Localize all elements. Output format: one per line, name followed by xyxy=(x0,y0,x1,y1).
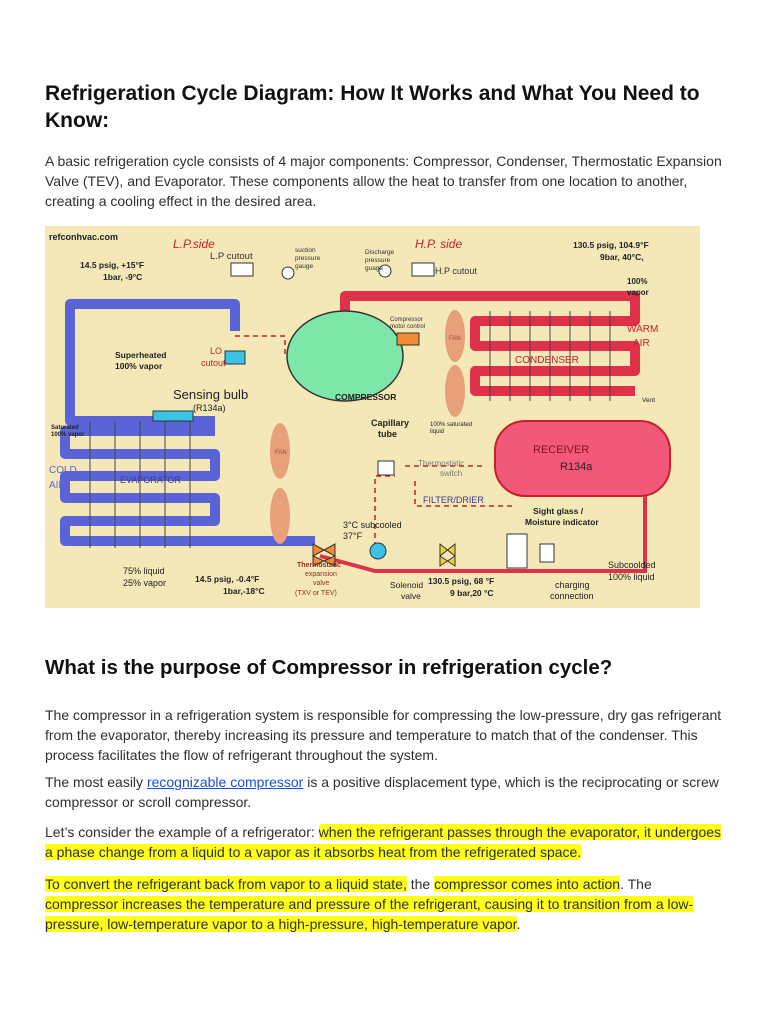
p4-highlight-1: To convert the refrigerant back from vapor to a liquid state, xyxy=(45,876,407,892)
p2-text-after: is a positive displacement type, which is the reciprocating or screw compressor or scroll compressor. xyxy=(45,774,719,810)
compressor-types-paragraph xyxy=(45,772,725,812)
motor-control-line2: motor control xyxy=(390,324,426,330)
suction-gauge-icon xyxy=(282,267,294,279)
sensing-bulb-label: Sensing bulb xyxy=(173,387,249,402)
lp-state-line1: 14.5 psig, +15°F xyxy=(80,260,145,270)
p4-text-2: . The xyxy=(620,876,652,892)
discharge-gauge-line3: guage xyxy=(365,265,384,272)
sight-glass-box xyxy=(540,544,554,562)
saturated-line1: Saturated xyxy=(51,425,79,431)
warm-air-line1: WARM xyxy=(627,324,659,335)
p4-highlight-3: compressor increases the temperature and pressure of the refrigerant, causing it to transition from a low-pressure, low-temperature vapor to a high-pressure, high-temperature vapor xyxy=(45,896,694,932)
hp-state-line2: 9bar, 40°C, xyxy=(600,252,644,262)
hp-cutout-label: H.P cutout xyxy=(435,266,477,276)
motor-control-line1: Compressor xyxy=(390,317,423,323)
txv-line3: valve xyxy=(313,580,330,587)
thermostatic-switch-line2: switch xyxy=(440,469,463,478)
superheated-line1: Superheated xyxy=(115,350,167,360)
sight-glass-line2: Moisture indicator xyxy=(525,517,599,527)
suction-gauge-line3: gauge xyxy=(295,263,314,270)
evap-mix-line2: 25% vapor xyxy=(123,578,167,588)
cold-air-line1: COLD xyxy=(49,465,77,476)
warm-air-line2: AIR xyxy=(633,338,650,349)
evaporator-fan xyxy=(270,423,290,544)
receiver-tank xyxy=(495,421,670,496)
lo-cutout-line1: LO xyxy=(210,346,223,356)
motor-control-box xyxy=(397,333,419,345)
vent-label: Vent xyxy=(642,397,656,404)
subcooled-line1: 3°C subcooled xyxy=(343,520,402,530)
sat-liquid-line2: liquid xyxy=(430,429,445,435)
superheated-line2: 100% vapor xyxy=(115,361,163,371)
lp-state-line2: 1bar, -9°C xyxy=(103,272,143,282)
evap-state-line2: 1bar,-18°C xyxy=(223,586,265,596)
section-heading: What is the purpose of Compressor in refrigeration cycle? xyxy=(45,656,613,679)
thermostatic-switch-line1: Thermostatic xyxy=(418,459,465,468)
solenoid-line2: valve xyxy=(401,591,421,601)
lo-cutout-line2: cutout xyxy=(201,358,226,368)
lo-cutout-box xyxy=(225,351,245,364)
compressor-label: COMPRESSOR xyxy=(335,392,397,402)
compressor-paragraph: The compressor in a refrigeration system is responsible for compressing the low-pressure, dry gas refrigerant from the evaporator, thereby increasing its pressure and temperature to match that of the condenser. This process facilitates the flow of refrigerant throughout the system. xyxy=(45,707,722,763)
filter-drier-label: FILTER/DRIER xyxy=(423,495,484,505)
p3-highlight: when the refrigerant passes through the evaporator, it undergoes a phase change from a liquid to a vapor as it absorbs heat from the refrigerated space. xyxy=(45,824,722,860)
capillary-line1: Capillary xyxy=(371,418,410,428)
charging-line2: connection xyxy=(550,591,594,601)
subcooled-line2: 37°F xyxy=(343,531,363,541)
txv-line1: Thermostatic xyxy=(297,562,341,569)
lp-cutout-box xyxy=(231,263,253,276)
solenoid-valve xyxy=(370,543,386,559)
evap-state-line1: 14.5 psig, -0.4°F xyxy=(195,574,260,584)
p4-highlight-2: compressor comes into action xyxy=(434,876,621,892)
capillary-line2: tube xyxy=(378,429,397,439)
subcooled-liq-line1: Subcoolded xyxy=(608,560,656,570)
cold-air-line2: AIR xyxy=(49,480,66,491)
liquid-line xyxy=(320,496,645,571)
recognizable-compressor-link[interactable]: recognizable compressor xyxy=(146,774,304,790)
suction-gauge-line1: suction xyxy=(295,247,316,254)
charging-line1: charging xyxy=(555,580,590,590)
solenoid-line1: Solenoid xyxy=(390,580,424,590)
hp-cutout-box xyxy=(412,263,434,276)
refrigeration-cycle-diagram xyxy=(45,226,700,608)
saturated-line2: 100% vapor xyxy=(51,432,85,438)
filter-drier-box xyxy=(507,534,527,568)
sensing-bulb-ref: (R134a) xyxy=(193,403,226,413)
fan-left-label: FAN xyxy=(275,450,287,456)
suction-gauge-line2: pressure xyxy=(295,255,321,262)
evap-mix-line1: 75% liquid xyxy=(123,566,165,576)
refrigerator-example-paragraph xyxy=(45,822,725,862)
compressor-body xyxy=(287,311,403,401)
lp-cutout-label: L.P cutout xyxy=(210,251,253,262)
sight-glass-line1: Sight glass / xyxy=(533,506,584,516)
liquid-state-line2: 9 bar,20 °C xyxy=(450,588,494,598)
p2-text-before: The most easily xyxy=(45,774,147,790)
charging-valve xyxy=(440,544,455,566)
subcooled-liq-line2: 100% liquid xyxy=(608,572,655,582)
page-title: Refrigeration Cycle Diagram: How It Works and What You Need to Know: xyxy=(45,82,700,132)
thermostatic-switch-box xyxy=(378,461,394,475)
hp-state-line1: 130.5 psig, 104.9°F xyxy=(573,240,649,250)
sat-liquid-line1: 100% saturated xyxy=(430,422,473,428)
diagram-svg xyxy=(45,226,700,608)
intro-paragraph: A basic refrigeration cycle consists of 4 major components: Compressor, Condenser, Thermostatic Expansion Valve (TEV), and Evaporator. These components allow the heat to transfer from one location to another, creating a cooling effect in the desired area. xyxy=(45,153,722,209)
compressor-action-paragraph xyxy=(45,874,725,934)
fan-right-label: FAN xyxy=(449,336,461,342)
p4-text-end: . xyxy=(516,916,521,932)
site-label: refconhvac.com xyxy=(49,232,119,242)
condenser-fan xyxy=(445,310,465,417)
p4-text-1: the xyxy=(406,876,435,892)
hp-vapor-line2: vapor xyxy=(627,288,649,297)
receiver-ref: R134a xyxy=(560,461,593,473)
hp-vapor-line1: 100% xyxy=(627,277,648,286)
liquid-state-line1: 130.5 psig, 68 °F xyxy=(428,576,495,586)
evaporator-label: EVAPORATOR xyxy=(120,475,182,485)
discharge-gauge-line2: pressure xyxy=(365,257,391,264)
discharge-gauge-line1: Discharge xyxy=(365,249,395,256)
sensing-bulb xyxy=(153,411,193,421)
txv-line2: expansion xyxy=(305,571,337,578)
lp-side-label: L.P.side xyxy=(173,237,215,251)
receiver-label: RECEIVER xyxy=(533,444,590,456)
hp-side-label: H.P. side xyxy=(415,237,463,251)
p3-text: Let’s consider the example of a refrigerator: xyxy=(45,824,319,840)
txv-line4: (TXV or TEV) xyxy=(295,590,337,597)
condenser-label: CONDENSER xyxy=(515,355,579,366)
